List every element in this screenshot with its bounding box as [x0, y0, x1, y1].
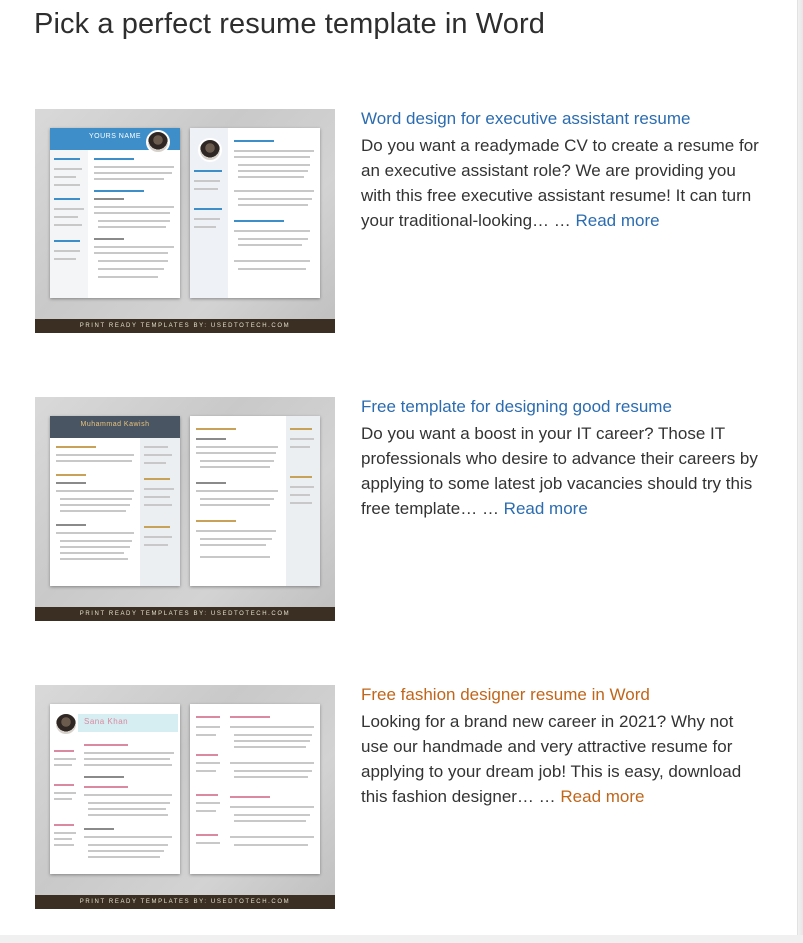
decor-line — [56, 474, 86, 476]
thumbnail-banner: PRINT READY TEMPLATES BY: USEDTOTECH.COM — [35, 895, 335, 909]
post-thumbnail[interactable] — [35, 685, 335, 909]
decor-line — [56, 532, 134, 534]
decor-line — [196, 754, 218, 756]
post-item — [35, 109, 765, 334]
decor-line — [56, 446, 96, 448]
decor-line — [54, 758, 76, 760]
decor-line — [54, 258, 76, 260]
decor-line — [234, 230, 310, 232]
decor-line — [98, 226, 166, 228]
decor-line — [60, 546, 130, 548]
decor-line — [54, 224, 82, 226]
decor-line — [144, 504, 172, 506]
resume-photo — [198, 138, 222, 162]
decor-line — [290, 486, 314, 488]
decor-line — [234, 770, 312, 772]
resume-name: YOURS NAME — [88, 133, 142, 140]
decor-line — [144, 446, 168, 448]
decor-line — [196, 438, 226, 440]
excerpt-text: Looking for a brand new career in 2021? Why not use our handmade and very attractive resume for applying to your dream job! This is easy, download this fashion designer… … — [361, 712, 742, 806]
read-more-link[interactable]: Read more — [503, 499, 588, 518]
decor-line — [94, 190, 144, 192]
decor-line — [196, 530, 276, 532]
scrollbar-track[interactable] — [797, 0, 803, 943]
decor-line — [54, 798, 72, 800]
post-item — [35, 397, 765, 622]
decor-line — [94, 252, 168, 254]
decor-line — [98, 220, 170, 222]
resume-sidebar — [140, 438, 180, 586]
decor-line — [144, 536, 172, 538]
decor-line — [94, 178, 164, 180]
decor-line — [238, 204, 308, 206]
decor-line — [230, 806, 314, 808]
decor-line — [234, 220, 284, 222]
decor-line — [230, 726, 314, 728]
decor-line — [94, 212, 170, 214]
decor-line — [194, 208, 222, 210]
decor-line — [194, 188, 218, 190]
bottom-edge — [0, 935, 803, 943]
decor-line — [234, 734, 312, 736]
decor-line — [88, 814, 168, 816]
resume-page-left — [50, 416, 180, 586]
decor-line — [238, 170, 308, 172]
decor-line — [238, 244, 302, 246]
decor-line — [54, 832, 76, 834]
decor-line — [84, 786, 128, 788]
decor-line — [54, 844, 74, 846]
decor-line — [200, 504, 270, 506]
decor-line — [234, 746, 306, 748]
decor-line — [290, 438, 314, 440]
decor-line — [54, 838, 72, 840]
resume-photo — [146, 130, 170, 154]
decor-line — [54, 792, 76, 794]
decor-line — [54, 250, 80, 252]
decor-line — [290, 428, 312, 430]
decor-line — [98, 268, 164, 270]
resume-header-bar — [50, 416, 180, 438]
decor-line — [234, 190, 314, 192]
resume-photo — [54, 712, 78, 736]
decor-line — [94, 246, 174, 248]
decor-line — [194, 218, 220, 220]
decor-line — [196, 842, 220, 844]
decor-line — [234, 740, 310, 742]
post-title-link[interactable]: Free fashion designer resume in Word — [361, 685, 650, 704]
decor-line — [94, 238, 124, 240]
decor-line — [196, 452, 276, 454]
decor-line — [196, 726, 220, 728]
read-more-link[interactable]: Read more — [560, 787, 645, 806]
decor-line — [144, 488, 174, 490]
decor-line — [84, 836, 172, 838]
decor-line — [290, 494, 310, 496]
read-more-link[interactable]: Read more — [575, 211, 660, 230]
decor-line — [194, 226, 216, 228]
post-thumbnail[interactable] — [35, 397, 335, 621]
decor-line — [234, 776, 308, 778]
decor-line — [238, 164, 310, 166]
decor-line — [200, 498, 274, 500]
decor-line — [196, 734, 216, 736]
decor-line — [196, 762, 220, 764]
decor-line — [94, 166, 174, 168]
resume-page-right — [190, 704, 320, 874]
decor-line — [88, 856, 160, 858]
post-title-link[interactable]: Word design for executive assistant resume — [361, 109, 691, 128]
decor-line — [196, 446, 278, 448]
decor-line — [196, 428, 236, 430]
decor-line — [60, 498, 132, 500]
decor-line — [196, 770, 216, 772]
resume-name: Muhammad Kawish — [80, 421, 150, 428]
decor-line — [290, 446, 310, 448]
decor-line — [54, 168, 82, 170]
decor-line — [144, 462, 166, 464]
resume-sidebar — [286, 416, 320, 586]
page-title: Pick a perfect resume template in Word — [34, 8, 545, 40]
decor-line — [196, 802, 220, 804]
thumbnail-banner: PRINT READY TEMPLATES BY: USEDTOTECH.COM — [35, 319, 335, 333]
decor-line — [194, 180, 220, 182]
decor-line — [54, 216, 78, 218]
decor-line — [234, 820, 306, 822]
post-excerpt — [361, 133, 765, 233]
decor-line — [84, 752, 174, 754]
decor-line — [200, 466, 270, 468]
decor-line — [230, 762, 314, 764]
decor-line — [238, 238, 308, 240]
decor-line — [98, 276, 158, 278]
decor-line — [238, 176, 304, 178]
decor-line — [88, 850, 164, 852]
decor-line — [144, 478, 170, 480]
decor-line — [196, 520, 236, 522]
decor-line — [60, 504, 130, 506]
decor-line — [60, 552, 124, 554]
decor-line — [200, 538, 272, 540]
decor-line — [84, 764, 172, 766]
decor-line — [144, 496, 170, 498]
decor-line — [94, 198, 124, 200]
decor-line — [88, 802, 170, 804]
post-thumbnail[interactable] — [35, 109, 335, 333]
decor-line — [54, 208, 84, 210]
resume-page-left — [50, 128, 180, 298]
decor-line — [60, 510, 126, 512]
decor-line — [54, 764, 72, 766]
decor-line — [234, 814, 310, 816]
decor-line — [196, 794, 218, 796]
decor-line — [200, 544, 266, 546]
decor-line — [194, 170, 222, 172]
decor-line — [84, 794, 172, 796]
decor-line — [144, 454, 172, 456]
decor-line — [56, 490, 134, 492]
decor-line — [54, 158, 80, 160]
decor-line — [54, 184, 80, 186]
post-item — [35, 685, 765, 910]
decor-line — [60, 558, 128, 560]
decor-line — [84, 828, 114, 830]
decor-line — [54, 824, 74, 826]
decor-line — [94, 158, 134, 160]
decor-line — [234, 844, 308, 846]
decor-line — [144, 526, 170, 528]
decor-line — [54, 176, 76, 178]
post-excerpt — [361, 421, 765, 521]
decor-line — [238, 198, 312, 200]
decor-line — [94, 206, 174, 208]
decor-line — [196, 482, 226, 484]
decor-line — [56, 454, 134, 456]
resume-header-bar — [78, 714, 178, 732]
decor-line — [84, 758, 170, 760]
thumbnail-banner: PRINT READY TEMPLATES BY: USEDTOTECH.COM — [35, 607, 335, 621]
decor-line — [88, 808, 166, 810]
decor-line — [94, 172, 172, 174]
excerpt-text: Do you want a readymade CV to create a resume for an executive assistant role? We are providing you with this free executive assistant resume! It can turn your traditional-looking… … — [361, 136, 759, 230]
decor-line — [60, 540, 132, 542]
decor-line — [56, 524, 86, 526]
decor-line — [196, 490, 278, 492]
decor-line — [88, 844, 168, 846]
decor-line — [230, 836, 314, 838]
decor-line — [200, 556, 270, 558]
decor-line — [290, 476, 312, 478]
decor-line — [84, 744, 128, 746]
decor-line — [54, 784, 74, 786]
post-excerpt — [361, 709, 765, 809]
decor-line — [230, 716, 270, 718]
decor-line — [238, 268, 306, 270]
decor-line — [56, 482, 86, 484]
decor-line — [200, 460, 274, 462]
excerpt-text: Do you want a boost in your IT career? Those IT professionals who desire to advance their careers by applying to some latest job vacancies should try this free template… … — [361, 424, 758, 518]
resume-page-left — [50, 704, 180, 874]
resume-name: Sana Khan — [84, 717, 129, 726]
decor-line — [144, 544, 168, 546]
decor-line — [54, 240, 80, 242]
decor-line — [196, 716, 220, 718]
resume-page-right — [190, 128, 320, 298]
decor-line — [234, 260, 310, 262]
decor-line — [54, 750, 74, 752]
decor-line — [290, 502, 312, 504]
decor-line — [230, 796, 270, 798]
decor-line — [234, 140, 274, 142]
decor-line — [84, 776, 124, 778]
decor-line — [196, 810, 216, 812]
decor-line — [54, 198, 80, 200]
resume-page-right — [190, 416, 320, 586]
decor-line — [196, 834, 218, 836]
decor-line — [234, 150, 314, 152]
decor-line — [98, 260, 168, 262]
decor-line — [56, 460, 132, 462]
decor-line — [234, 156, 310, 158]
post-title-link[interactable]: Free template for designing good resume — [361, 397, 672, 416]
